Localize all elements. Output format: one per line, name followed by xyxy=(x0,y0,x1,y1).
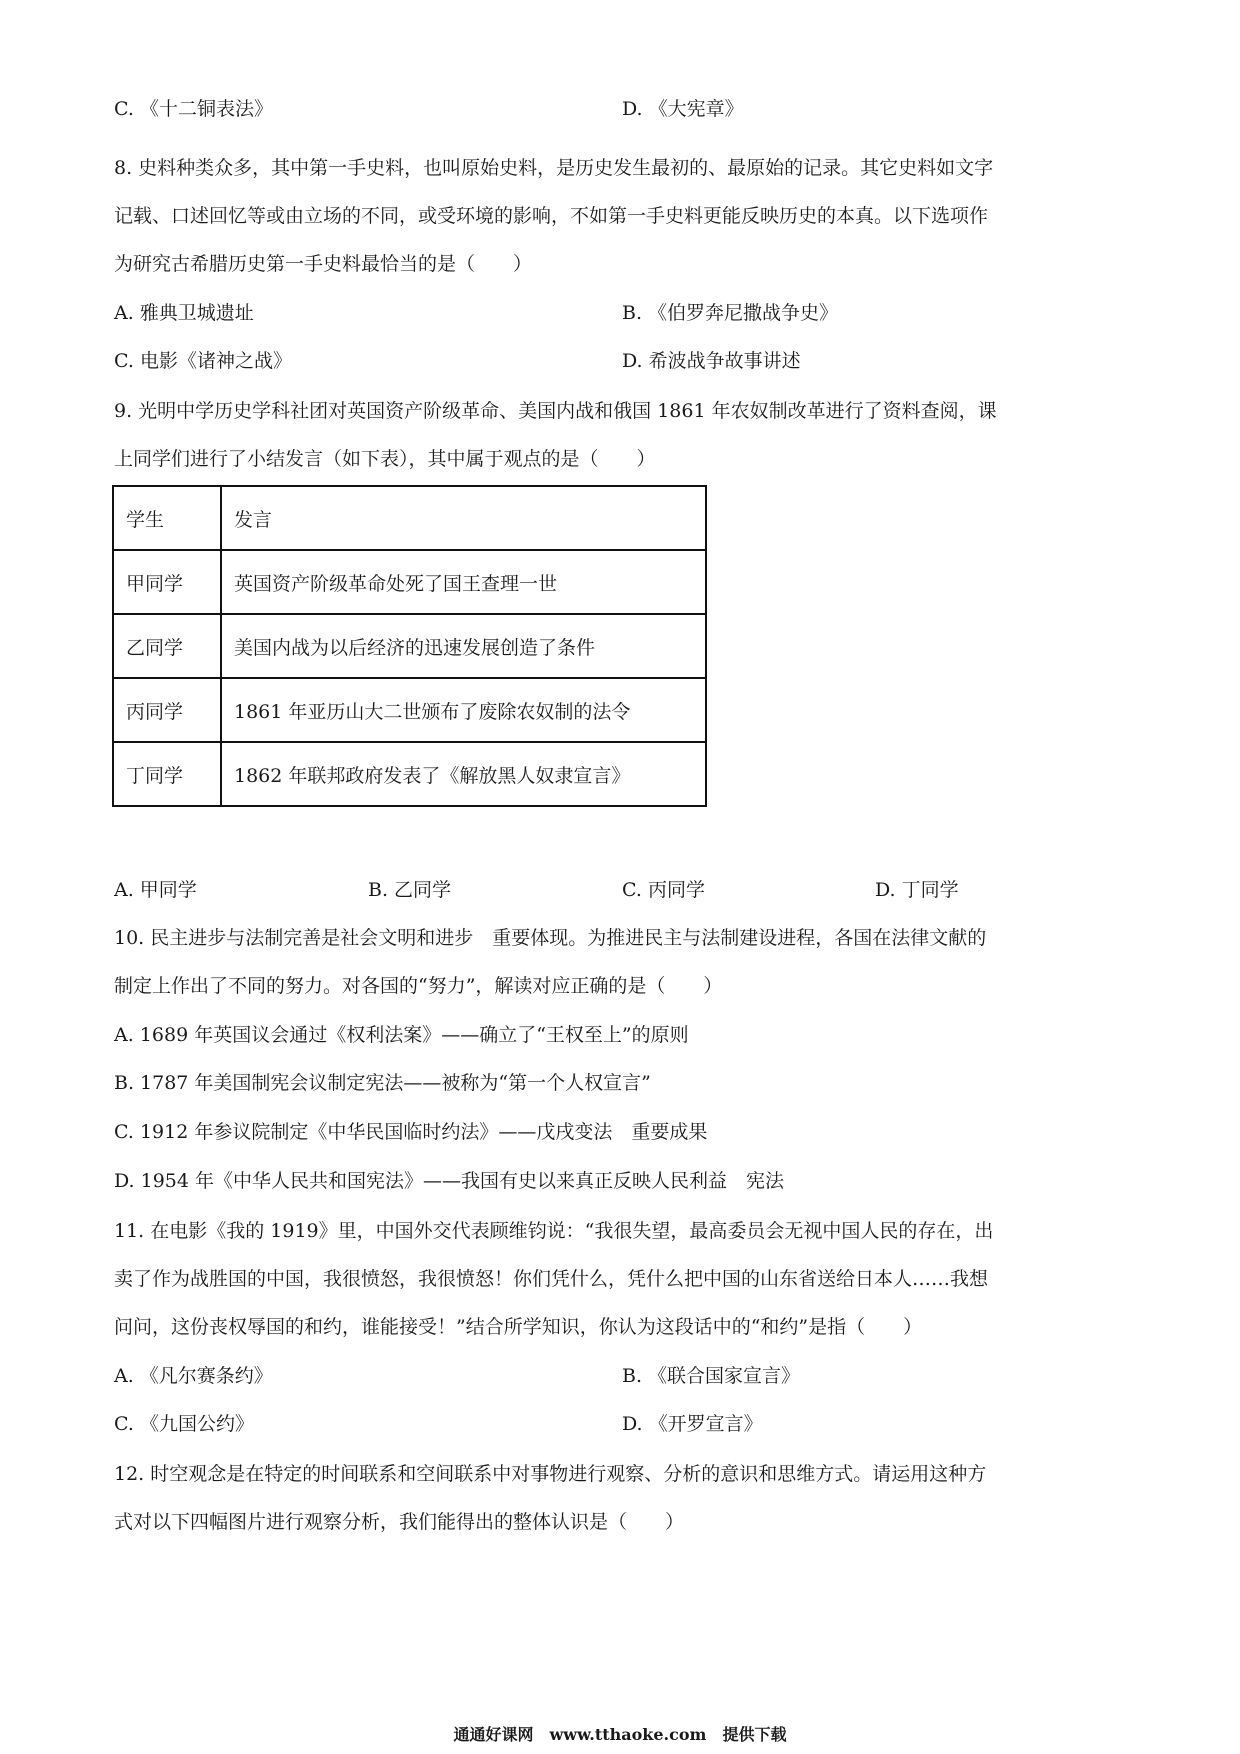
q9-option-a: A. 甲同学 xyxy=(114,879,197,901)
q7-option-d: D. 《大宪章》 xyxy=(622,98,744,120)
q10-option-c: C. 1912 年参议院制定《中华民国临时约法》——戊戌变法 重要成果 xyxy=(114,1121,708,1143)
q9-option-c: C. 丙同学 xyxy=(622,879,705,901)
q9-stem-line-1: 9. 光明中学历史学科社团对英国资产阶级革命、美国内战和俄国 1861 年农奴制改革进行了资料查阅，课 xyxy=(114,400,997,422)
q11-stem-line-3: 问问，这份丧权辱国的和约，谁能接受！”结合所学知识，你认为这段话中的“和约”是指（ ） xyxy=(114,1316,923,1338)
q8-option-c: C. 电影《诸神之战》 xyxy=(114,350,292,372)
q8-option-b: B. 《伯罗奔尼撒战争史》 xyxy=(622,302,839,324)
table-cell-student: 乙同学 xyxy=(113,614,221,678)
q10-stem-line-2: 制定上作出了不同的努力。对各国的“努力”，解读对应正确的是（ ） xyxy=(114,975,723,997)
table-row xyxy=(113,550,706,614)
q10-stem-line-1: 10. 民主进步与法制完善是社会文明和进步 重要体现。为推进民主与法制建设进程，各国在法律文献的 xyxy=(114,927,987,949)
table-cell-speech: 英国资产阶级革命处死了国王查理一世 xyxy=(221,550,706,614)
table-row xyxy=(113,678,706,742)
table-row xyxy=(113,614,706,678)
q11-stem-line-1: 11. 在电影《我的 1919》里，中国外交代表顾维钧说：“我很失望，最高委员会无视中国人民的存在，出 xyxy=(114,1220,994,1242)
table-cell-speech: 1862 年联邦政府发表了《解放黑人奴隶宣言》 xyxy=(221,742,706,806)
q11-option-d: D. 《开罗宣言》 xyxy=(622,1413,763,1435)
table-cell-speech: 1861 年亚历山大二世颁布了废除农奴制的法令 xyxy=(221,678,706,742)
q12-stem-line-2: 式对以下四幅图片进行观察分析，我们能得出的整体认识是（ ） xyxy=(114,1511,685,1533)
q11-option-c: C. 《九国公约》 xyxy=(114,1413,254,1435)
q12-stem-line-1: 12. 时空观念是在特定的时间联系和空间联系中对事物进行观察、分析的意识和思维方式。请运用这种方 xyxy=(114,1463,987,1485)
table-row xyxy=(113,742,706,806)
q8-stem-line-1: 8. 史料种类众多，其中第一手史料，也叫原始史料，是历史发生最初的、最原始的记录。其它史料如文字 xyxy=(114,157,994,179)
table-cell-student: 丙同学 xyxy=(113,678,221,742)
table-cell-student: 甲同学 xyxy=(113,550,221,614)
table-header-cell: 学生 xyxy=(113,486,221,550)
q8-option-d: D. 希波战争故事讲述 xyxy=(622,350,801,372)
q10-option-b: B. 1787 年美国制宪会议制定宪法——被称为“第一个人权宣言” xyxy=(114,1072,651,1094)
table-header-cell: 发言 xyxy=(221,486,706,550)
q9-option-b: B. 乙同学 xyxy=(368,879,452,901)
footer-source: 通通好课网 www.tthaoke.com 提供下载 xyxy=(453,1725,787,1744)
q9-stem-line-2: 上同学们进行了小结发言（如下表），其中属于观点的是（ ） xyxy=(114,448,656,470)
q9-speech-table xyxy=(112,485,707,807)
table-cell-student: 丁同学 xyxy=(113,742,221,806)
q8-stem-line-2: 记载、口述回忆等或由立场的不同，或受环境的影响，不如第一手史料更能反映历史的本真。以下选项作 xyxy=(114,205,989,227)
q11-option-b: B. 《联合国家宣言》 xyxy=(622,1365,801,1387)
q9-option-d: D. 丁同学 xyxy=(875,879,959,901)
q7-option-c: C. 《十二铜表法》 xyxy=(114,98,273,120)
q8-option-a: A. 雅典卫城遗址 xyxy=(114,302,254,324)
q11-option-a: A. 《凡尔赛条约》 xyxy=(114,1365,273,1387)
q10-option-a: A. 1689 年英国议会通过《权利法案》——确立了“王权至上”的原则 xyxy=(114,1024,689,1046)
table-cell-speech: 美国内战为以后经济的迅速发展创造了条件 xyxy=(221,614,706,678)
q8-stem-line-3: 为研究古希腊历史第一手史料最恰当的是（ ） xyxy=(114,253,533,275)
table-header-row xyxy=(113,486,706,550)
q11-stem-line-2: 卖了作为战胜国的中国，我很愤怒，我很愤怒！你们凭什么，凭什么把中国的山东省送给日本人……我想 xyxy=(114,1268,989,1290)
q10-option-d: D. 1954 年《中华人民共和国宪法》——我国有史以来真正反映人民利益 宪法 xyxy=(114,1170,785,1192)
